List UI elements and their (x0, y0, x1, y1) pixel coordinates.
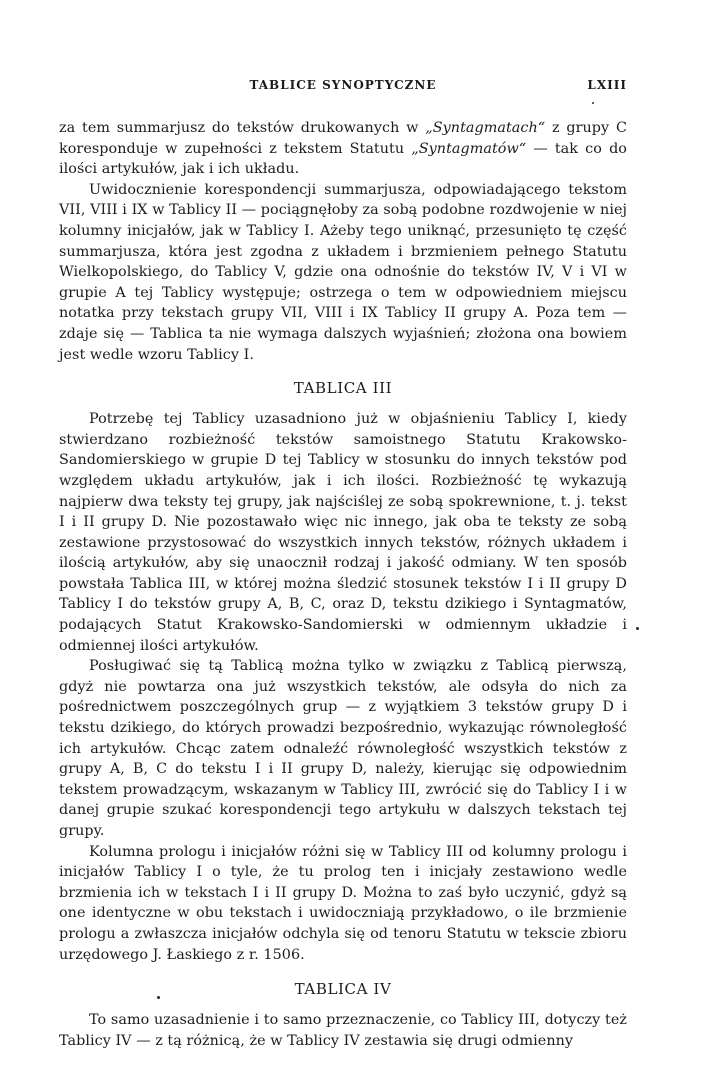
section-heading-tablica-iv: TABLICA IV (294, 980, 392, 999)
print-speck (157, 996, 160, 999)
running-title: TABLICE SYNOPTYCZNE (249, 78, 437, 92)
intro-paragraph (59, 118, 627, 180)
intro-text-2: z grupy C koresponduje w zupełności z tekstem Statutu (59, 120, 627, 157)
paragraph: Potrzebę tej Tablicy uzasadniono już w objaśnieniu Tablicy I, kiedy stwierdzano rozbieżność tekstów samoistnego Statutu Krakowsko-Sandomierskiego w grupie D tej Tablicy w stosunku do innych tekstów pod względem układu artykułów, jak i ich ilości. Rozbieżność tę wykazują najpierw dwa teksty tej grupy, jak najściślej ze sobą spokrewnione, t. j. tekst I i II grupy D. Nie pozostawało więc nic innego, jak oba te teksty ze sobą zestawione przystosować do wszystkich innych tekstów, różnych układem i ilością artykułów, aby się unaocznił rodzaj i jakość odmiany. W ten sposób powstała Tablica III, w której można śledzić stosunek tekstów I i II grupy D Tablicy I do tekstów grupy A, B, C, oraz D, tekstu dzikiego i Syntagmatów, podających Statut Krakowsko-Sandomierski w odmiennym układzie i odmiennej ilości artykułów. (59, 411, 627, 654)
print-speck (592, 102, 594, 104)
paragraph: Uwidocznienie korespondencji summarjusza, odpowiadającego tekstom VII, VIII i IX w Tablicy II — pociągnęłoby za sobą podobne rozdwojenie w niej kolumny inicjałów, jak w Tablicy I. Ażeby tego uniknąć, przesunięto tę część summarjusza, która jest zgodna z układem i brzmieniem pełnego Statutu Wielkopolskiego, do Tablicy V, gdzie ona odnośnie do tekstów IV, V i VI w grupie A tej Tablicy występuje; ostrzega o tem w odpowiedniem miejscu notatka przy tekstach grupy VII, VIII i IX Tablicy II grupy A. Poza tem — zdaje się — Tablica ta nie wymaga dalszych wyjaśnień; złożona ona bowiem jest wedle wzoru Tablicy I. (59, 181, 627, 363)
intro-text-1: za tem summarjusz do tekstów drukowanych w (59, 120, 426, 136)
syntagmata-title: „Syntagmatach“ (425, 120, 546, 136)
running-head (59, 74, 627, 100)
page (59, 74, 627, 1051)
body-text (59, 118, 627, 1051)
paragraph: Kolumna prologu i inicjałów różni się w Tablicy III od kolumny prologu i inicjałów Tablicy I o tyle, że tu prolog ten i inicjały zestawiono wedle brzmienia ich w tekstach I i II grupy D. Można to zaś było uczynić, gdyż są one identyczne w obu tekstach i uwidoczniają przykładowo, o ile brzmienie prologu a zwłaszcza inicjałów odchyla się od tenoru Statutu w teksc​ie zbioru urzędowego J. Łaskiego z r. 1506. (59, 843, 627, 963)
section-heading-tablica-iii: TABLICA III (293, 379, 393, 398)
page-number: LXIII (587, 78, 627, 92)
intro-text-3: — tak co do ilości artykułów, jak i ich układu. (59, 140, 627, 178)
print-speck (636, 627, 639, 630)
syntagmatow-title: „Syntagmatów“ (411, 140, 527, 157)
paragraph: To samo uzasadnienie i to samo przeznaczenie, co Tablicy III, dotyczy też Tablicy IV — z tą różnicą, że w Tablicy IV zestawia się drugi odmienny (59, 1012, 627, 1049)
paragraph: Posługiwać się tą Tablicą można tylko w związku z Tablicą pierwszą, gdyż nie powtarza ona już wszystkich tekstów, ale odsyła do nich za pośrednictwem poszczególnych grup — z wyjątkiem 3 tekstów grupy D i tekstu dzikiego, do których prowadzi bezpośrednio, wykazując równoległość ich artykułów. Chcąc zatem odnaleźć równoległość wszystkich tekstów z grupy A, B, C do tekstu I i II grupy D, należy, kierując się odpowiednim tekstem prowadzącym, wskazanym w Tablicy III, zwrócić się do Tablicy I i w danej grupie szukać korespondencji tego artykułu w dalszych tekstach tej grupy. (59, 658, 627, 839)
